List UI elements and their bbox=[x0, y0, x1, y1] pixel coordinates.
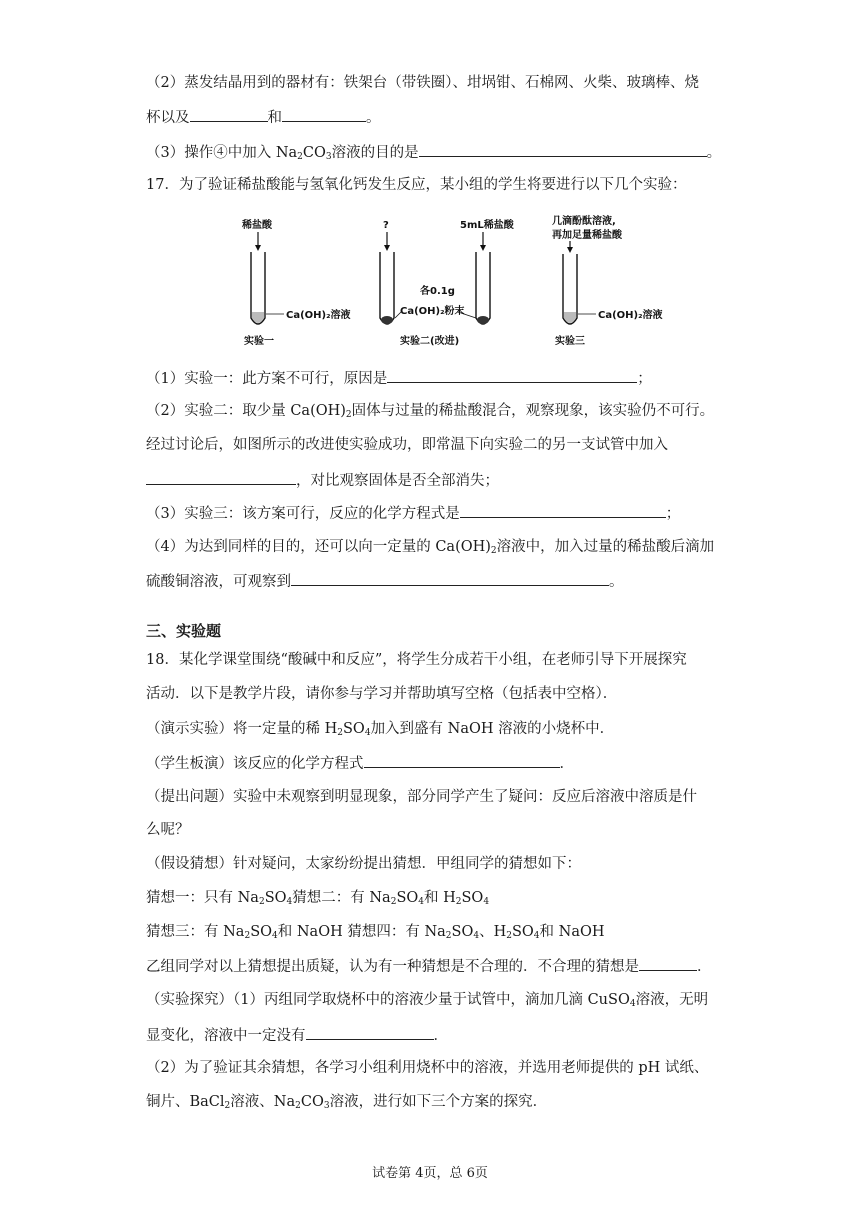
arrow-head bbox=[384, 245, 390, 251]
subscript: 4 bbox=[629, 999, 636, 1009]
text: （实验探究）（1）丙组同学取烧杯中的溶液少量于试管中，滴加几滴 CuSO bbox=[146, 992, 630, 1008]
label-excess-hcl: 再加足量稀盐酸 bbox=[552, 230, 622, 241]
subscript: 4 bbox=[473, 931, 480, 941]
subscript: 3 bbox=[323, 1101, 330, 1111]
text: 和 NaOH 猜想四：有 Na bbox=[277, 924, 446, 940]
text: （3）实验三：该方案可行，反应的化学方程式是 bbox=[146, 506, 460, 522]
subscript: 2 bbox=[506, 931, 512, 941]
text: CO bbox=[300, 1094, 324, 1110]
answer-blank[interactable] bbox=[419, 141, 707, 157]
text: 溶液，无明 bbox=[635, 992, 709, 1008]
answer-blank[interactable] bbox=[146, 469, 296, 485]
q17-part2-line3 bbox=[146, 469, 716, 491]
q16-part2-line2 bbox=[146, 106, 716, 128]
text: SO bbox=[264, 890, 287, 906]
subscript: 4 bbox=[418, 897, 424, 907]
q18-explore-2-line1 bbox=[146, 1058, 716, 1078]
caption-exp2: 实验二(改进) bbox=[400, 336, 460, 347]
label-phenolphthalein: 几滴酚酞溶液, bbox=[552, 216, 616, 227]
powder bbox=[381, 316, 393, 324]
text: 加入到盛有 NaOH 溶液的小烧杯中． bbox=[370, 721, 615, 737]
subscript: 4 bbox=[364, 728, 371, 738]
text: 猜想一：只有 Na bbox=[146, 890, 259, 906]
text: ； bbox=[637, 371, 652, 387]
q18-explore-1-line1 bbox=[146, 990, 716, 1014]
q18-explore-2-line2 bbox=[146, 1092, 716, 1116]
arrow-head bbox=[255, 245, 261, 251]
subscript: 2 bbox=[345, 410, 352, 420]
text: 和 H bbox=[424, 890, 456, 906]
text: ． bbox=[697, 959, 712, 975]
text: ． bbox=[433, 1028, 448, 1044]
arrow-head bbox=[480, 245, 486, 251]
q18-stem-line1 bbox=[146, 650, 716, 670]
text: （1）实验一：此方案不可行，原因是 bbox=[146, 371, 388, 387]
page-footer: 试卷第 4页，总 6页 bbox=[372, 1166, 488, 1181]
text: ，对比观察固体是否全部消失； bbox=[296, 473, 499, 489]
text: （提出问题）实验中未观察到明显现象，部分同学产生了疑问：反应后溶液中溶质是什 bbox=[146, 789, 697, 805]
label-dilute-hcl: 稀盐酸 bbox=[242, 220, 272, 231]
subscript: 2 bbox=[295, 1101, 301, 1111]
text: 和 NaOH bbox=[539, 924, 605, 940]
q18-board bbox=[146, 752, 716, 774]
answer-blank[interactable] bbox=[190, 106, 268, 122]
text: 、H bbox=[479, 924, 507, 940]
text: 溶液的目的是 bbox=[331, 145, 419, 161]
text: 经过讨论后，如图所示的改进使实验成功，即常温下向实验二的另一支试管中加入 bbox=[146, 437, 668, 453]
text: 18．某化学课堂围绕“酸碱中和反应”，将学生分成若干小组，在老师引导下开展探究 bbox=[146, 652, 687, 668]
text: SO bbox=[451, 924, 474, 940]
text: SO bbox=[396, 890, 419, 906]
caption-exp1: 实验一 bbox=[244, 336, 274, 347]
text: 固体与过量的稀盐酸混合，观察现象，该实验仍不可行。 bbox=[351, 403, 715, 419]
q17-part4-line1 bbox=[146, 537, 716, 561]
text: 。 bbox=[609, 574, 624, 590]
q17-stem bbox=[146, 175, 716, 195]
test-tube-2a bbox=[380, 252, 394, 324]
label-caoh2-solution: Ca(OH)₂溶液 bbox=[286, 310, 351, 321]
text: 乙组同学对以上猜想提出质疑，认为有一种猜想是不合理的．不合理的猜想是 bbox=[146, 959, 639, 975]
answer-blank[interactable] bbox=[460, 502, 666, 518]
answer-blank[interactable] bbox=[387, 367, 637, 383]
q17-part2-line1 bbox=[146, 401, 716, 425]
q17-part2-line2 bbox=[146, 435, 716, 455]
text: CO bbox=[302, 145, 326, 161]
subscript: 4 bbox=[286, 897, 293, 907]
q18-stem-line2 bbox=[146, 684, 716, 704]
text: 硫酸铜溶液，可观察到 bbox=[146, 574, 291, 590]
q18-demo bbox=[146, 719, 716, 743]
subscript: 2 bbox=[297, 152, 303, 162]
text: SO bbox=[511, 924, 534, 940]
q18-objection bbox=[146, 955, 716, 977]
text: 溶液中，加入过量的稀盐酸后滴加 bbox=[496, 539, 715, 555]
q18-guess-3-4 bbox=[146, 922, 716, 946]
subscript: 2 bbox=[455, 897, 462, 907]
label-caoh2-powder: Ca(OH)₂粉末 bbox=[400, 306, 465, 317]
q18-question-line2 bbox=[146, 820, 716, 840]
subscript: 3 bbox=[325, 152, 332, 162]
label-5ml-hcl: 5mL稀盐酸 bbox=[460, 220, 514, 231]
subscript: 2 bbox=[224, 1101, 231, 1111]
text: 17．为了验证稀盐酸能与氢氧化钙发生反应，某小组的学生将要进行以下几个实验： bbox=[146, 177, 687, 193]
text: SO bbox=[461, 890, 484, 906]
label-question: ? bbox=[383, 220, 389, 231]
text: 猜想三：有 Na bbox=[146, 924, 245, 940]
text: 显变化，溶液中一定没有 bbox=[146, 1028, 306, 1044]
subscript: 2 bbox=[258, 897, 265, 907]
answer-blank[interactable] bbox=[291, 570, 609, 586]
text: SO bbox=[343, 721, 365, 737]
test-tube-2b bbox=[476, 252, 490, 324]
subscript: 4 bbox=[272, 931, 278, 941]
text: ． bbox=[559, 756, 574, 772]
text: 铜片、BaCl bbox=[146, 1094, 225, 1110]
text: 。 bbox=[366, 110, 381, 126]
text: 活动．以下是教学片段，请你参与学习并帮助填写空格（包括表中空格）． bbox=[146, 686, 618, 702]
answer-blank[interactable] bbox=[306, 1024, 434, 1040]
text: （2）为了验证其余猜想，各学习小组利用烧杯中的溶液，并选用老师提供的 pH 试纸、 bbox=[146, 1060, 709, 1076]
caption-exp3: 实验三 bbox=[555, 336, 585, 347]
subscript: 4 bbox=[533, 931, 540, 941]
text: 杯以及 bbox=[146, 110, 190, 126]
q17-part1 bbox=[146, 367, 716, 389]
text: （3）操作④中加入 Na bbox=[146, 145, 298, 161]
q17-part4-line2 bbox=[146, 570, 716, 592]
text: 。 bbox=[706, 145, 722, 161]
answer-blank[interactable] bbox=[364, 752, 560, 768]
q16-part3 bbox=[146, 141, 722, 167]
text: （4）为达到同样的目的，还可以向一定量的 Ca(OH) bbox=[146, 539, 491, 555]
answer-blank[interactable] bbox=[639, 955, 697, 971]
text: 和 bbox=[267, 110, 282, 126]
q17-part3 bbox=[146, 502, 716, 524]
text: 么呢？ bbox=[146, 822, 190, 838]
section-heading bbox=[146, 621, 716, 641]
answer-blank[interactable] bbox=[282, 106, 366, 122]
text: （假设猜想）针对疑问，太家纷纷提出猜想．甲组同学的猜想如下： bbox=[146, 856, 581, 872]
text: （演示实验）将一定量的稀 H bbox=[146, 721, 338, 737]
test-tube-figure bbox=[230, 214, 670, 354]
q16-part2-line1 bbox=[146, 73, 716, 93]
arrow-head bbox=[567, 247, 573, 253]
subscript: 2 bbox=[244, 931, 251, 941]
q18-hypothesis bbox=[146, 854, 716, 874]
label-caoh2-solution-3: Ca(OH)₂溶液 bbox=[598, 310, 663, 321]
text: 猜想二：有 Na bbox=[292, 890, 391, 906]
subscript: 2 bbox=[490, 546, 497, 556]
q18-explore-1-line2 bbox=[146, 1024, 716, 1046]
text: 三、实验题 bbox=[146, 622, 222, 640]
text: （2）蒸发结晶用到的器材有：铁架台（带铁圈）、坩埚钳、石棉网、火柴、玻璃棒、烧 bbox=[146, 75, 699, 91]
text: 溶液、Na bbox=[230, 1094, 296, 1110]
text: 溶液，进行如下三个方案的探究． bbox=[329, 1094, 548, 1110]
subscript: 2 bbox=[445, 931, 452, 941]
q18-question-line1 bbox=[146, 787, 716, 807]
label-each-0-1g: 各0.1g bbox=[420, 286, 455, 297]
text: （2）实验二：取少量 Ca(OH) bbox=[146, 403, 346, 419]
subscript: 4 bbox=[483, 897, 490, 907]
text: SO bbox=[250, 924, 273, 940]
text: （学生板演）该反应的化学方程式 bbox=[146, 756, 364, 772]
subscript: 2 bbox=[390, 897, 397, 907]
q18-guess-1-2 bbox=[146, 888, 716, 912]
text: ； bbox=[665, 506, 681, 522]
powder bbox=[477, 316, 489, 324]
subscript: 2 bbox=[337, 728, 343, 738]
